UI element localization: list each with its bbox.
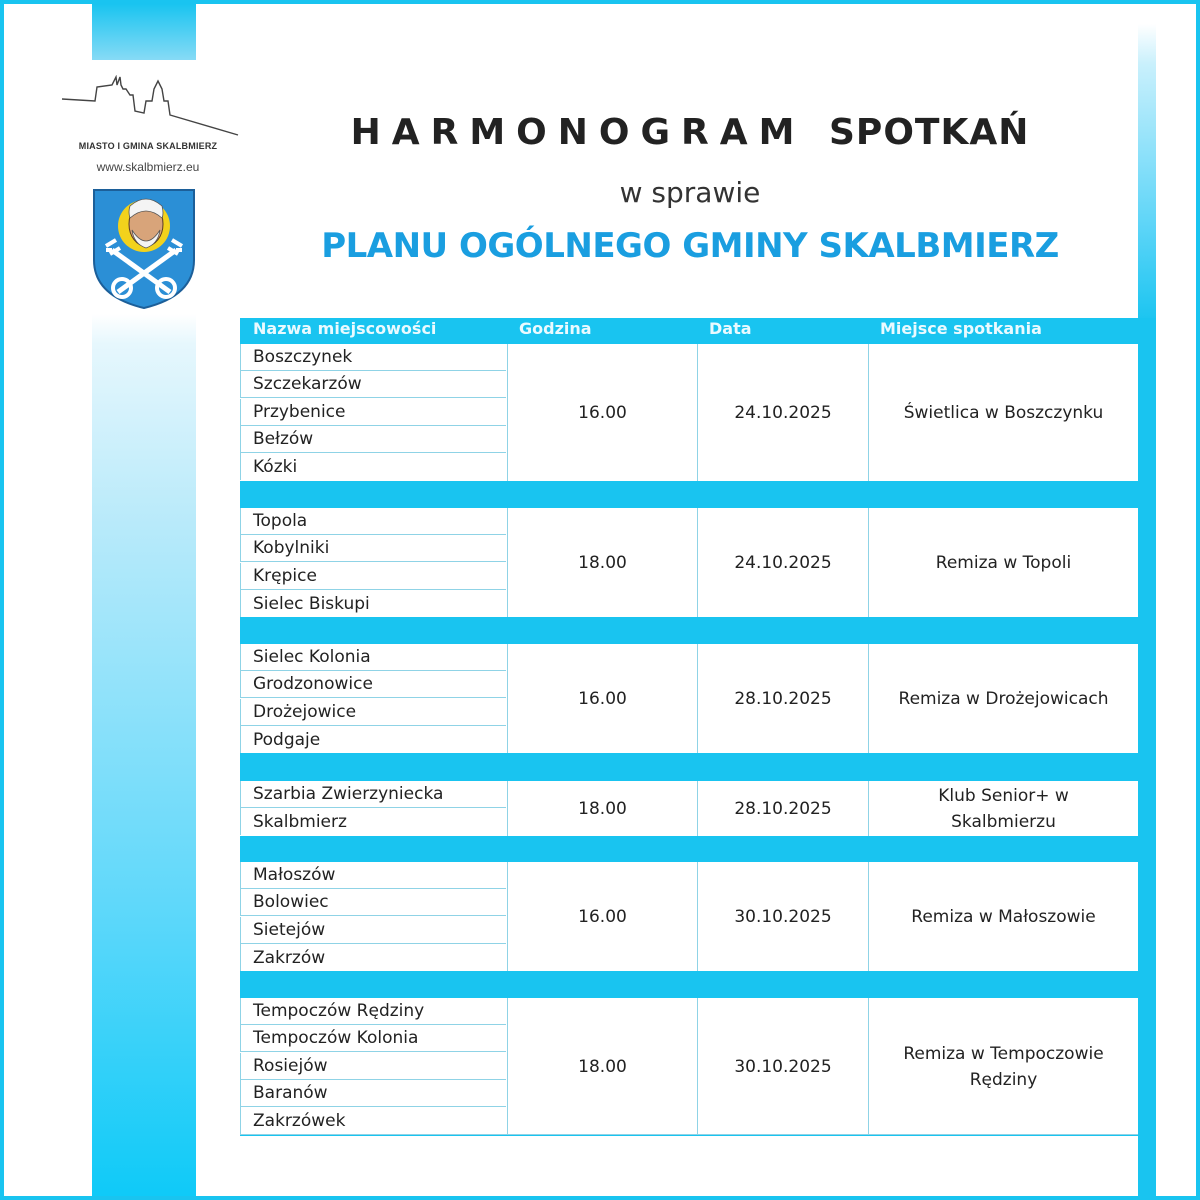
website-link[interactable]: www.skalbmierz.eu — [96, 160, 200, 174]
place-name-cell: Drożejowice — [240, 699, 506, 726]
header-time: Godzina — [519, 319, 592, 338]
venue-cell-text: Remiza w Małoszowie — [911, 906, 1096, 927]
place-name-cell: Kobylniki — [240, 535, 506, 562]
date-cell-text: 24.10.2025 — [734, 552, 832, 573]
time-cell — [507, 781, 697, 836]
time-cell — [507, 862, 697, 971]
place-name-cell: Szarbia Zwierzyniecka — [240, 781, 506, 808]
place-name-cell: Sielec Kolonia — [240, 644, 506, 671]
place-name-cell: Tempoczów Rędziny — [240, 998, 506, 1025]
place-name-cell: Topola — [240, 508, 506, 535]
date-cell-text: 28.10.2025 — [734, 798, 832, 819]
header-place-name: Nazwa miejscowości — [253, 319, 437, 338]
plan-title: PLANU OGÓLNEGO GMINY SKALBMIERZ — [321, 226, 1059, 266]
subtitle: w sprawie — [619, 176, 761, 209]
place-name-cell: Podgaje — [240, 726, 506, 753]
table-header — [240, 318, 1156, 344]
schedule-block — [240, 862, 1138, 971]
place-name-cell: Zakrzówek — [240, 1107, 506, 1134]
date-cell-text: 24.10.2025 — [734, 402, 832, 423]
schedule-block — [240, 344, 1138, 481]
place-name-cell: Bełzów — [240, 426, 506, 453]
date-cell — [697, 644, 868, 753]
venue-cell-text: Remiza w Drożejowicach — [898, 688, 1109, 709]
place-name-cell: Skalbmierz — [240, 808, 506, 835]
time-cell — [507, 508, 697, 617]
header-venue: Miejsce spotkania — [880, 319, 1042, 338]
date-cell — [697, 862, 868, 971]
place-name-cell: Przybenice — [240, 399, 506, 426]
schedule-block — [240, 781, 1138, 836]
venue-cell — [868, 344, 1138, 481]
date-cell — [697, 781, 868, 836]
date-cell — [697, 344, 868, 481]
venue-cell — [868, 644, 1138, 753]
venue-cell — [868, 862, 1138, 971]
venue-cell — [868, 998, 1138, 1135]
time-cell-text: 18.00 — [578, 1056, 627, 1077]
place-name-cell: Kózki — [240, 453, 506, 480]
title-part-2: SPOTKAŃ — [829, 112, 1030, 153]
venue-cell — [868, 781, 1138, 836]
coat-of-arms-icon — [92, 188, 196, 310]
venue-cell-text: Świetlica w Boszczynku — [903, 402, 1104, 423]
header-date: Data — [709, 319, 752, 338]
schedule-block — [240, 644, 1138, 753]
skyline-logo-icon — [60, 75, 240, 140]
place-name-cell: Sietejów — [240, 917, 506, 944]
place-name-cell: Zakrzów — [240, 944, 506, 971]
place-name-cell: Małoszów — [240, 862, 506, 889]
place-name-cell: Tempoczów Kolonia — [240, 1025, 506, 1052]
time-cell — [507, 344, 697, 481]
time-cell-text: 18.00 — [578, 798, 627, 819]
place-name-cell: Sielec Biskupi — [240, 590, 506, 617]
time-cell-text: 18.00 — [578, 552, 627, 573]
date-cell — [697, 998, 868, 1135]
time-cell-text: 16.00 — [578, 402, 627, 423]
place-name-cell: Bolowiec — [240, 889, 506, 916]
schedule-block — [240, 998, 1138, 1135]
venue-cell-text: Remiza w Tempoczowie Rędziny — [903, 1043, 1104, 1090]
place-name-cell: Szczekarzów — [240, 371, 506, 398]
place-name-cell: Baranów — [240, 1080, 506, 1107]
schedule-block — [240, 508, 1138, 617]
time-cell — [507, 998, 697, 1135]
place-name-cell: Krępice — [240, 563, 506, 590]
logo-text: MIASTO I GMINA SKALBMIERZ — [78, 141, 218, 151]
date-cell — [697, 508, 868, 617]
venue-cell-text: Remiza w Topoli — [935, 552, 1072, 573]
venue-cell — [868, 508, 1138, 617]
place-name-cell: Grodzonowice — [240, 671, 506, 698]
title-part-1: HARMONOGRAM — [350, 112, 806, 153]
place-name-cell: Boszczynek — [240, 344, 506, 371]
date-cell-text: 30.10.2025 — [734, 1056, 832, 1077]
date-cell-text: 28.10.2025 — [734, 688, 832, 709]
time-cell-text: 16.00 — [578, 906, 627, 927]
place-name-cell: Rosiejów — [240, 1053, 506, 1080]
time-cell-text: 16.00 — [578, 688, 627, 709]
time-cell — [507, 644, 697, 753]
schedule-table — [240, 318, 1156, 1136]
date-cell-text: 30.10.2025 — [734, 906, 832, 927]
page-title — [300, 112, 1080, 153]
venue-cell-text: Klub Senior+ w Skalbmierzu — [938, 785, 1069, 832]
